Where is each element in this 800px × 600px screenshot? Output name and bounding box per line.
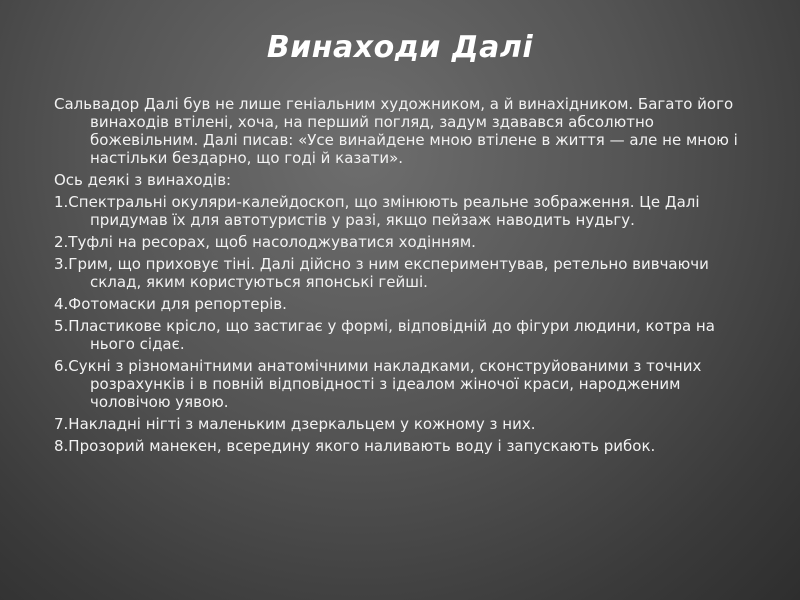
list-item-4: 4.Фотомаски для репортерів. — [54, 295, 287, 313]
list-heading: Ось деякі з винаходів: — [54, 171, 232, 189]
list-item-8: 8.Прозорий манекен, всередину якого наливають воду і запускають рибок. — [54, 437, 656, 455]
list-item-6: 6.Сукні з різноманітними анатомічними накладками, сконструйованими з точних розрахунків і в повній відповідності з ідеалом жіночої краси, народженим чоловічою уявою. — [54, 357, 702, 411]
slide-title: Винаходи Далі — [266, 30, 534, 65]
list-item-1: 1.Спектральні окуляри-калейдоскоп, що змінюють реальне зображення. Це Далі придумав їх для автотуристів у разі, якщо пейзаж наводить нудьгу. — [54, 193, 700, 229]
list-item-2: 2.Туфлі на ресорах, щоб насолоджуватися ходінням. — [54, 233, 476, 251]
slide-body — [54, 95, 754, 459]
list-item-7: 7.Накладні нігті з маленьким дзеркальцем у кожному з них. — [54, 415, 536, 433]
list-item-3: 3.Грим, що приховує тіні. Далі дійсно з ним експериментував, ретельно вивчаючи склад, яким користуються японські гейші. — [54, 255, 709, 291]
list-item-5: 5.Пластикове крісло, що застигає у формі, відповідній до фігури людини, котра на нього сідає. — [54, 317, 715, 353]
intro-paragraph: Сальвадор Далі був не лише геніальним художником, а й винахідником. Багато його винаходів втілені, хоча, на перший погляд, задум здавався абсолютно божевільним. Далі писав: «Усе винайдене мною втілене в життя — але не мною і настільки бездарно, що годі й казати». — [54, 95, 738, 167]
